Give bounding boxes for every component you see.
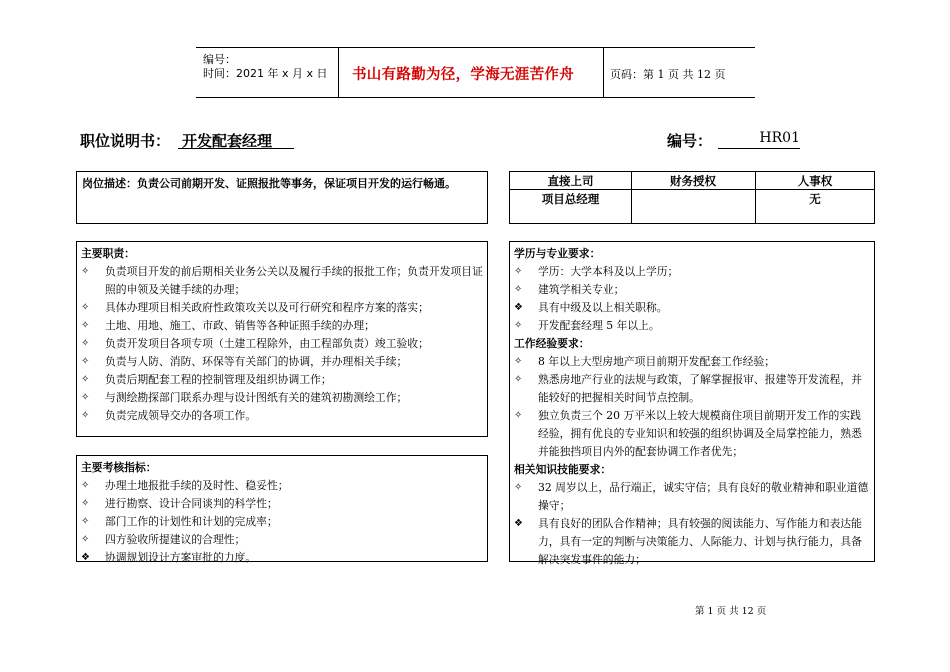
diamond-star-icon: ✧ [81, 374, 90, 385]
authority-table [509, 171, 875, 224]
list-item: ✧ 办理土地报批手续的及时性、稳妥性； [81, 477, 483, 495]
list-item: ✧ 与测绘勘探部门联系办理与设计图纸有关的建筑初勘测绘工作； [81, 389, 483, 407]
diamond-star-icon: ✧ [81, 320, 90, 331]
diamond-star-icon: ✧ [514, 482, 523, 493]
list-item: ✧ 负责开发项目各项专项（土建工程除外，由工程部负责）竣工验收； [81, 335, 483, 353]
diamond-star-icon: ❖ [81, 552, 90, 563]
list-item: ✧ 土地、用地、施工、市政、销售等各种证照手续的办理； [81, 317, 483, 335]
diamond-star-icon: ✧ [81, 534, 90, 545]
diamond-star-icon: ✧ [81, 266, 90, 277]
header-divider [338, 47, 339, 97]
duties-list [81, 245, 483, 425]
list-item: ✧ 负责与人防、消防、环保等有关部门的协调，并办理相关手续； [81, 353, 483, 371]
header-code-label: 编号： [203, 53, 236, 66]
list-item: ✧ 熟悉房地产行业的法规与政策，了解掌握报审、报建等开发流程，并能较好的把握相关时间节点控制。 [514, 371, 870, 407]
document-title-label: 职位说明书： [80, 132, 171, 150]
table-row-divider [510, 189, 874, 190]
document-code-value: HR01 [718, 130, 800, 149]
list-item: ✧ 进行勘察、设计合同谈判的科学性； [81, 495, 483, 513]
requirements-list [514, 245, 870, 569]
table-cell-supervisor: 项目总经理 [541, 192, 600, 206]
experience-heading: 工作经验要求： [514, 337, 590, 350]
diamond-star-icon: ✧ [81, 410, 90, 421]
list-item: ✧ 部门工作的计划性和计划的完成率； [81, 513, 483, 531]
header-time: 时间：2021 年 x 月 x 日 [203, 67, 328, 80]
header-top-rule [196, 47, 755, 48]
list-item: ✧ 8 年以上大型房地产项目前期开发配套工作经验； [514, 353, 870, 371]
list-item: ✧ 32 周岁以上，品行端正，诚实守信；具有良好的敬业精神和职业道德操守； [514, 479, 870, 515]
header-divider [603, 47, 604, 97]
diamond-star-icon: ✧ [81, 498, 90, 509]
table-header-supervisor: 直接上司 [547, 174, 594, 188]
diamond-star-icon: ❖ [514, 518, 523, 529]
header-page-number: 页码：第 1 页 共 12 页 [610, 68, 726, 81]
list-item: ❖ 具有中级及以上相关职称。 [514, 299, 870, 317]
list-item: ✧ 独立负责三个 20 万平米以上较大规模商住项目前期开发工作的实践经验，拥有优良的专业知识和较强的组织协调及全局掌控能力，熟悉并能独挡项目内外的配套协调工作者优先； [514, 407, 870, 461]
diamond-star-icon: ✧ [514, 284, 523, 295]
header-bottom-rule [196, 97, 755, 98]
list-item: ❖ 具有良好的团队合作精神；具有较强的阅读能力、写作能力和表达能力，具有一定的判断与决策能力、人际能力、计划与执行能力，具备解决突发事件的能力； [514, 515, 870, 569]
duties-section [76, 241, 488, 437]
diamond-star-icon: ✧ [81, 356, 90, 367]
table-header-personnel: 人事权 [797, 174, 833, 188]
diamond-star-icon: ❖ [514, 302, 523, 313]
list-item: ❖ 协调规划设计方案审批的力度。 [81, 549, 483, 567]
kpi-heading: 主要考核指标： [81, 461, 157, 474]
diamond-star-icon: ✧ [514, 356, 523, 367]
diamond-star-icon: ✧ [514, 266, 523, 277]
position-title: 开发配套经理 [178, 130, 294, 149]
kpi-list [81, 459, 483, 567]
skills-heading: 相关知识技能要求： [514, 463, 612, 476]
header-motto: 书山有路勤为径，学海无涯苦作舟 [352, 67, 574, 83]
kpi-section [76, 455, 488, 562]
education-heading: 学历与专业要求： [514, 247, 601, 260]
duties-heading: 主要职责： [81, 247, 135, 260]
requirements-section [509, 241, 875, 566]
document-code-label: 编号： [667, 132, 713, 150]
list-item: ✧ 负责后期配套工程的控制管理及组织协调工作； [81, 371, 483, 389]
list-item: ✧ 开发配套经理 5 年以上。 [514, 317, 870, 335]
diamond-star-icon: ✧ [81, 302, 90, 313]
diamond-star-icon: ✧ [514, 410, 523, 421]
diamond-star-icon: ✧ [81, 516, 90, 527]
position-description: 岗位描述：负责公司前期开发、证照报批等事务，保证项目开发的运行畅通。 [82, 177, 456, 190]
diamond-star-icon: ✧ [81, 480, 90, 491]
diamond-star-icon: ✧ [81, 392, 90, 403]
diamond-star-icon: ✧ [81, 338, 90, 349]
table-cell-personnel: 无 [809, 192, 821, 206]
table-header-finance: 财务授权 [670, 174, 716, 188]
list-item: ✧ 四方验收所提建议的合理性； [81, 531, 483, 549]
list-item: ✧ 建筑学相关专业； [514, 281, 870, 299]
list-item: ✧ 具体办理项目相关政府性政策攻关以及可行研究和程序方案的落实； [81, 299, 483, 317]
list-item: ✧ 负责完成领导交办的各项工作。 [81, 407, 483, 425]
diamond-star-icon: ✧ [514, 374, 523, 385]
list-item: ✧ 负责项目开发的前后期相关业务公关以及履行手续的报批工作；负责开发项目证照的申领及关键手续的办理； [81, 263, 483, 299]
position-description-box [76, 171, 488, 224]
list-item: ✧ 学历：大学本科及以上学历； [514, 263, 870, 281]
diamond-star-icon: ✧ [514, 320, 523, 331]
footer-page-number: 第 1 页 共 12 页 [695, 606, 767, 617]
